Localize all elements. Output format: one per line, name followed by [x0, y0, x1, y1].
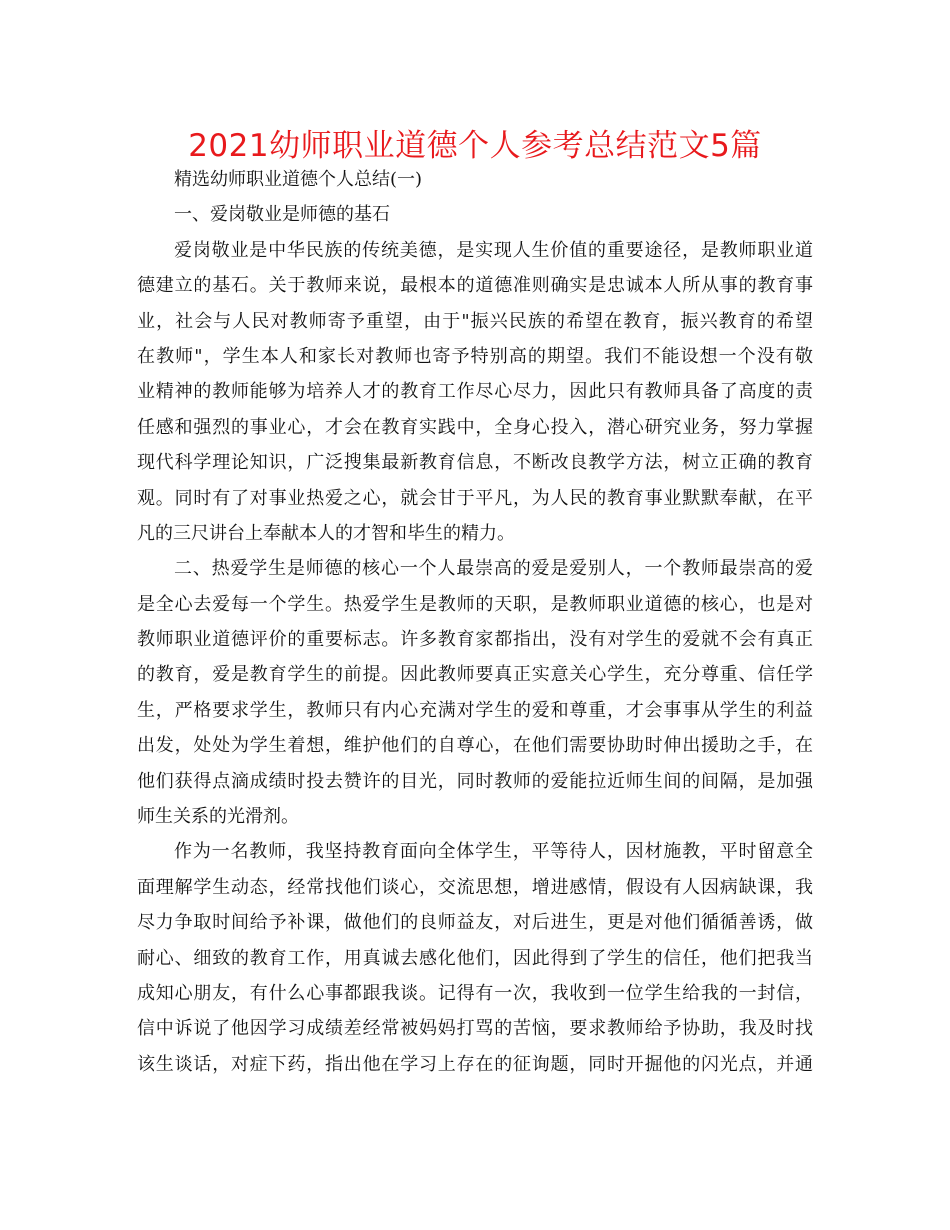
- text-line: 二、热爱学生是师德的核心一个人最崇高的爱是爱别人，一个教师最崇高的爱: [174, 558, 813, 580]
- text-line: 该生谈话，对症下药，指出他在学习上存在的征询题，同时开掘他的闪光点，并通: [137, 1053, 813, 1075]
- text-line: 面理解学生动态，经常找他们谈心，交流思想，增进感情，假设有人因病缺课，我: [137, 876, 813, 898]
- text-line: 出发，处处为学生着想，维护他们的自尊心，在他们需要协助时伸出援助之手，在: [137, 735, 813, 757]
- text-line: 德建立的基石。关于教师来说，最根本的道德准则确实是忠诚本人所从事的教育事: [137, 275, 813, 297]
- text-line: 现代科学理论知识，广泛搜集最新教育信息，不断改良教学方法，树立正确的教育: [137, 452, 813, 474]
- text-line: 师生关系的光滑剂。: [137, 806, 299, 828]
- text-line: 业，社会与人民对教师寄予重望，由于"振兴民族的希望在教育，振兴教育的希望: [137, 310, 813, 332]
- text-line: 是全心去爱每一个学生。热爱学生是教师的天职，是教师职业道德的核心，也是对: [137, 593, 813, 615]
- document-body: [137, 162, 813, 1082]
- text-line: 业精神的教师能够为培养人才的教育工作尽心尽力，因此只有教师具备了高度的责: [137, 381, 813, 403]
- text-line: 任感和强烈的事业心，才会在教育实践中，全身心投入，潜心研究业务，努力掌握: [137, 416, 813, 438]
- text-line: 教师职业道德评价的重要标志。许多教育家都指出，没有对学生的爱就不会有真正: [137, 629, 813, 651]
- text-line: 精选幼师职业道德个人总结(一): [174, 169, 423, 190]
- text-line: 信中诉说了他因学习成绩差经常被妈妈打骂的苦恼，要求教师给予协助，我及时找: [137, 1018, 813, 1040]
- text-line: 一、爱岗敬业是师德的基石: [174, 204, 390, 226]
- text-line: 爱岗敬业是中华民族的传统美德，是实现人生价值的重要途径，是教师职业道: [174, 239, 813, 261]
- text-line: 他们获得点滴成绩时投去赞许的目光，同时教师的爱能拉近师生间的间隔，是加强: [137, 770, 813, 792]
- text-line: 的教育，爱是教育学生的前提。因此教师要真正实意关心学生，充分尊重、信任学: [137, 664, 813, 686]
- text-line: 观。同时有了对事业热爱之心，就会甘于平凡，为人民的教育事业默默奉献，在平: [137, 487, 813, 509]
- text-line: 生，严格要求学生，教师只有内心充满对学生的爱和尊重，才会事事从学生的利益: [137, 699, 813, 721]
- text-line: 尽力争取时间给予补课，做他们的良师益友，对后进生，更是对他们循循善诱，做: [137, 912, 813, 934]
- text-line: 凡的三尺讲台上奉献本人的才智和毕生的精力。: [137, 522, 515, 544]
- text-line: 作为一名教师，我坚持教育面向全体学生，平等待人，因材施教，平时留意全: [174, 841, 813, 863]
- text-line: 在教师"，学生本人和家长对教师也寄予特别高的期望。我们不能设想一个没有敬: [137, 345, 813, 367]
- text-line: 耐心、细致的教育工作，用真诚去感化他们，因此得到了学生的信任，他们把我当: [137, 947, 813, 969]
- document-title: 2021幼师职业道德个人参考总结范文5篇: [188, 128, 762, 164]
- text-line: 成知心朋友，有什么心事都跟我谈。记得有一次，我收到一位学生给我的一封信，: [137, 982, 813, 1004]
